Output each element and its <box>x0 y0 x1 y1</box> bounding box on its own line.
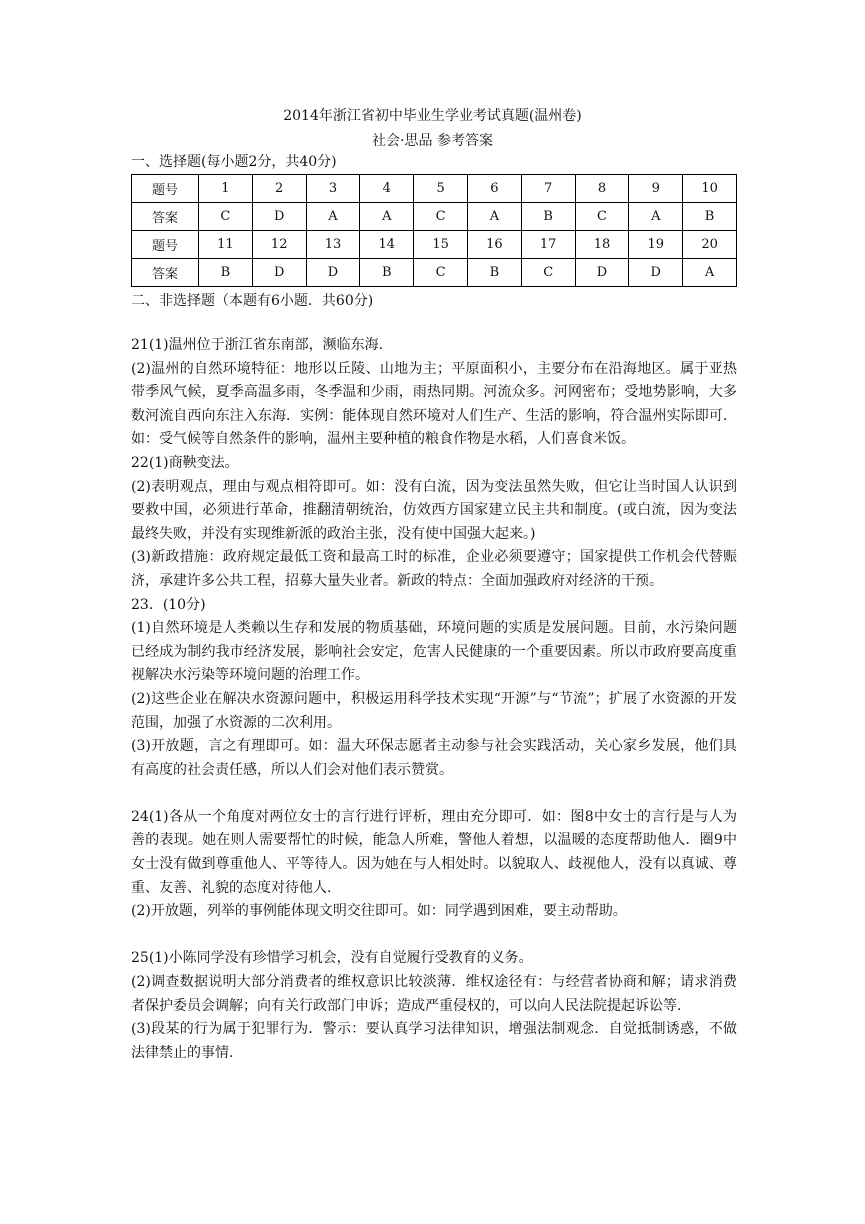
table-cell: D <box>629 259 683 287</box>
table-cell: 20 <box>683 231 737 259</box>
table-cell: 5 <box>414 175 468 203</box>
table-cell: 9 <box>629 175 683 203</box>
table-cell: C <box>414 259 468 287</box>
table-cell: 8 <box>575 175 629 203</box>
table-cell: 12 <box>252 231 306 259</box>
table-cell: B <box>467 259 521 287</box>
q25-answer-2: (2)调查数据说明大部分消费者的维权意识比较淡薄．维权途径有：与经营者协商和解；请求消费者保护委员会调解；向有关行政部门申诉；造成严重侵权的，可以向人民法院提起诉讼等. <box>131 974 737 1014</box>
row-label-cell: 题号 <box>132 175 199 203</box>
table-row <box>132 259 737 287</box>
table-cell: A <box>360 203 414 231</box>
table-cell: 6 <box>467 175 521 203</box>
q21-answer-1: 21(1)温州位于浙江省东南部，濒临东海. <box>131 337 384 353</box>
q23-answer-1: (1)自然环境是人类赖以生存和发展的物质基础，环境问题的实质是发展问题。目前，水污染问题已经成为制约我市经济发展，影响社会安定，危害人民健康的一个重要因素。所以市政府要高度重视解决水污染等环境问题的治理工作。 <box>131 620 737 684</box>
table-cell: A <box>629 203 683 231</box>
answer-table <box>131 174 737 287</box>
table-cell: 2 <box>252 175 306 203</box>
table-cell: B <box>521 203 575 231</box>
table-cell: A <box>683 259 737 287</box>
table-cell: D <box>252 259 306 287</box>
table-cell: 7 <box>521 175 575 203</box>
table-cell: D <box>252 203 306 231</box>
table-row <box>132 175 737 203</box>
table-cell: C <box>575 203 629 231</box>
table-cell: 16 <box>467 231 521 259</box>
table-cell: 17 <box>521 231 575 259</box>
section-2-heading: 二、非选择题（本题有6小题．共60分) <box>131 293 374 309</box>
table-cell: A <box>467 203 521 231</box>
q22-answer-1: 22(1)商鞅变法。 <box>131 454 239 471</box>
section-1-heading: 一、选择题(每小题2分，共40分) <box>131 154 337 170</box>
table-cell: 10 <box>683 175 737 203</box>
table-cell: 13 <box>306 231 360 259</box>
row-label-cell: 答案 <box>132 259 199 287</box>
q23-answer-2: (2)这些企业在解决水资源问题中，积极运用科学技术实现“开源”与“节流”；扩展了水资源的开发范围，加强了水资源的二次利用。 <box>131 690 737 731</box>
paragraph-spacer <box>131 782 737 806</box>
table-cell: 1 <box>199 175 253 203</box>
table-cell: 19 <box>629 231 683 259</box>
table-cell: 3 <box>306 175 360 203</box>
q24-answer-1: 24(1)各从一个角度对两位女士的言行进行评析，理由充分即可．如：图8中女士的言行是与人为善的表现。她在则人需要帮忙的时候，能急人所难，警他人着想，以温暖的态度帮助他人．圈9中女士没有做到尊重他人、平等待人。因为她在与人相处时。以貌取人、歧视他人，没有以真诚、尊重、友善、礼貌的态度对待他人. <box>131 808 737 896</box>
q23-answer-3: (3)开放题，言之有理即可。如：温大环保志愿者主动参与社会实践活动，关心家乡发展，他们具有高度的社会责任感，所以人们会对他们表示赞赏。 <box>131 738 737 778</box>
q21-answer-2: (2)温州的自然环境特征：地形以丘陵、山地为主；平原面积小，主要分布在沿海地区。属于亚热带季风气候，夏季高温多雨，冬季温和少雨，雨热同期。河流众多。河网密布；受地势影响，大多数河流自西向东注入东海．实例：能体现自然环境对人们生产、生活的影响，符合温州实际即可．如：受气候等自然条件的影响，温州主要种植的粮食作物是水稻，人们喜食米饭。 <box>131 360 737 448</box>
document-subtitle: 社会·思品 参考答案 <box>372 133 493 149</box>
table-cell: C <box>414 203 468 231</box>
table-cell: B <box>360 259 414 287</box>
q23-heading: 23．(10分) <box>131 596 206 613</box>
answers-body <box>131 334 737 1065</box>
table-cell: 11 <box>199 231 253 259</box>
row-label-cell: 题号 <box>132 231 199 259</box>
q25-answer-3: (3)段某的行为属于犯罪行为．警示：要认真学习法律知识，增强法制观念．自觉抵制诱惑，不做法律禁止的事情. <box>131 1021 737 1061</box>
table-cell: D <box>306 259 360 287</box>
table-cell: 15 <box>414 231 468 259</box>
table-cell: D <box>575 259 629 287</box>
q22-answer-3: (3)新政措施：政府规定最低工资和最高工时的标准，企业必须要遵守；国家提供工作机会代替赈济，承建许多公共工程，招募大量失业者。新政的特点：全面加强政府对经济的干预。 <box>131 549 737 589</box>
row-label-cell: 答案 <box>132 203 199 231</box>
table-cell: C <box>199 203 253 231</box>
table-cell: B <box>199 259 253 287</box>
table-row <box>132 203 737 231</box>
q25-answer-1: 25(1)小陈同学没有珍惜学习机会，没有自觉履行受教育的义务。 <box>131 950 533 967</box>
table-cell: 18 <box>575 231 629 259</box>
table-cell: 4 <box>360 175 414 203</box>
q24-answer-2: (2)开放题，列举的事例能体现文明交往即可。如：同学遇到困难，要主动帮助。 <box>131 903 627 920</box>
table-cell: B <box>683 203 737 231</box>
document-title: 2014年浙江省初中毕业生学业考试真题(温州卷) <box>283 108 582 124</box>
paragraph-spacer <box>131 924 737 948</box>
table-cell: C <box>521 259 575 287</box>
q22-answer-2: (2)表明观点，理由与观点相符即可。如：没有白流，因为变法虽然失败，但它让当时国人认识到要救中国，必须进行革命，推翻清朝统治，仿效西方国家建立民主共和制度。(或白流，因为变法最终失败，并没有实现维新派的政治主张，没有使中国强大起来。) <box>131 478 737 542</box>
table-cell: A <box>306 203 360 231</box>
table-cell: 14 <box>360 231 414 259</box>
table-row <box>132 231 737 259</box>
